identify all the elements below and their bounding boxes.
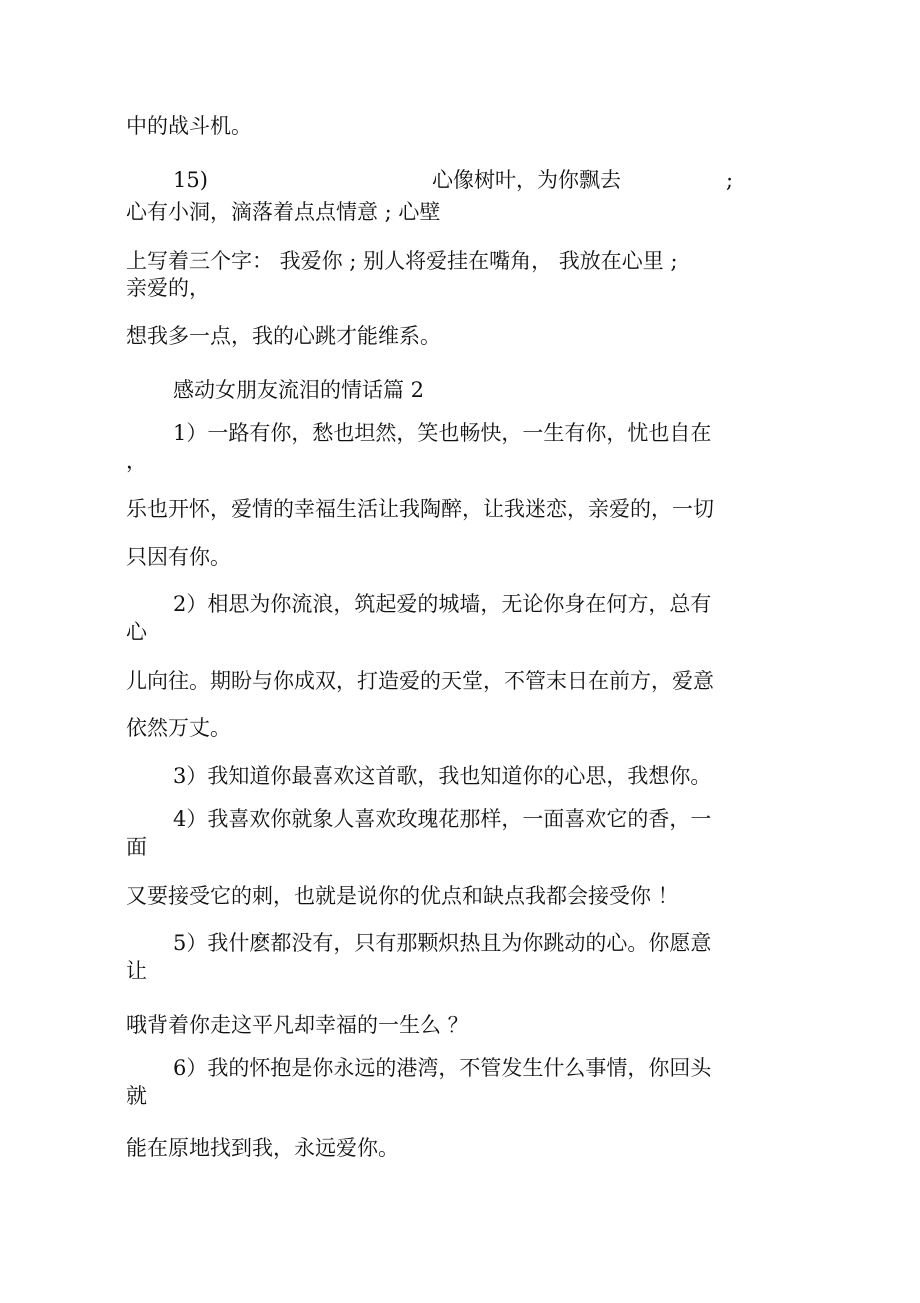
text-line: 面	[126, 835, 147, 859]
text-line: 让	[126, 959, 147, 983]
text-line: 就	[126, 1084, 147, 1108]
text-line: 4）我喜欢你就象人喜欢玫瑰花那样，一面喜欢它的香，一	[173, 807, 712, 831]
text-line: 心有小洞，滴落着点点情意 ; 心壁	[126, 200, 441, 224]
text-line: 2）相思为你流浪，筑起爱的城墙，无论你身在何方，总有	[173, 592, 712, 616]
list-number: 15)	[173, 168, 208, 192]
text-line: 哦背着你走这平凡却幸福的一生么 ？	[126, 1013, 469, 1037]
text-line: 5）我什麽都没有，只有那颗炽热且为你跳动的心。你愿意	[173, 931, 712, 955]
text-line: 只因有你。	[126, 545, 231, 569]
text-line: 6）我的怀抱是你永远的港湾，不管发生什么事情，你回头	[173, 1056, 712, 1080]
section-heading: 感动女朋友流泪的情话篇 2	[173, 378, 425, 402]
text-line: 中的战斗机。	[126, 114, 252, 138]
text-line: 3）我知道你最喜欢这首歌，我也知道你的心思，我想你。	[173, 764, 712, 788]
text-line: 乐也开怀，爱情的幸福生活让我陶醉，让我迷恋，亲爱的，一切	[126, 497, 714, 521]
text-line: 亲爱的，	[126, 276, 210, 300]
text-line: 上写着三个字： 我爱你 ; 别人将爱挂在嘴角， 我放在心里 ;	[126, 249, 678, 273]
text-line: 心	[126, 620, 147, 644]
text-line: 依然万丈。	[126, 716, 231, 740]
text-line: 又要接受它的刺，也就是说你的优点和缺点我都会接受你 ！	[126, 884, 679, 908]
text-line: 儿向往。期盼与你成双，打造爱的天堂，不管末日在前方，爱意	[126, 669, 714, 693]
text-line: 1）一路有你，愁也坦然，笑也畅快，一生有你，忧也自在	[173, 421, 712, 445]
text-line: 能在原地找到我，永远爱你。	[126, 1136, 399, 1160]
text-line: 心像树叶，为你飘去	[432, 168, 621, 192]
text-line: ，	[126, 449, 147, 473]
text-line: ;	[726, 168, 734, 192]
text-line: 想我多一点，我的心跳才能维系。	[126, 324, 441, 348]
